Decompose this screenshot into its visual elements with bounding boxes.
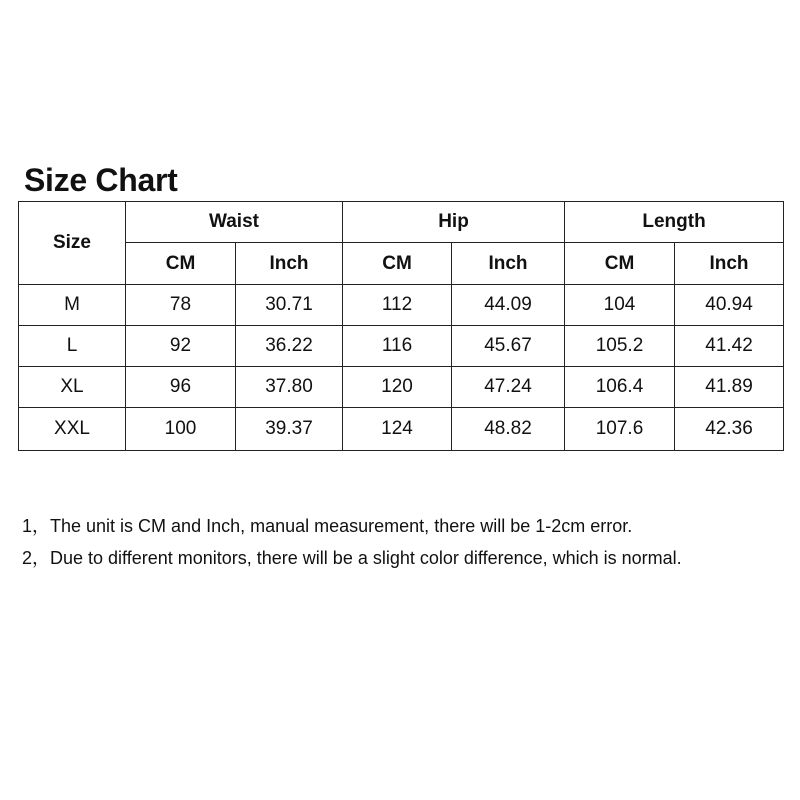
hip-cm-header: CM	[343, 243, 452, 285]
hip-cm-cell: 112	[343, 285, 452, 326]
hip-cm-cell: 116	[343, 326, 452, 367]
waist-inch-header: Inch	[236, 243, 343, 285]
length-group-header: Length	[565, 202, 784, 243]
size-cell: M	[19, 285, 126, 326]
length-cm-cell: 105.2	[565, 326, 675, 367]
waist-inch-cell: 30.71	[236, 285, 343, 326]
length-inch-cell: 42.36	[675, 408, 784, 451]
notes	[22, 510, 682, 574]
hip-inch-cell: 44.09	[452, 285, 565, 326]
length-inch-header: Inch	[675, 243, 784, 285]
size-cell: XXL	[19, 408, 126, 451]
length-inch-cell: 40.94	[675, 285, 784, 326]
hip-group-header: Hip	[343, 202, 565, 243]
note-item: 2，Due to different monitors, there will be a slight color difference, which is normal.	[22, 548, 682, 568]
size-cell: XL	[19, 367, 126, 408]
length-cm-cell: 106.4	[565, 367, 675, 408]
hip-inch-cell: 45.67	[452, 326, 565, 367]
table-row	[19, 408, 784, 451]
length-inch-cell: 41.42	[675, 326, 784, 367]
hip-cm-cell: 124	[343, 408, 452, 451]
table-unit-row	[19, 243, 784, 285]
table-row	[19, 285, 784, 326]
hip-cm-cell: 120	[343, 367, 452, 408]
waist-inch-cell: 37.80	[236, 367, 343, 408]
length-cm-cell: 107.6	[565, 408, 675, 451]
waist-inch-cell: 36.22	[236, 326, 343, 367]
page-title: Size Chart	[24, 162, 178, 198]
waist-cm-header: CM	[126, 243, 236, 285]
hip-inch-cell: 47.24	[452, 367, 565, 408]
table-row	[19, 367, 784, 408]
length-cm-cell: 104	[565, 285, 675, 326]
hip-inch-header: Inch	[452, 243, 565, 285]
waist-cm-cell: 78	[126, 285, 236, 326]
size-chart-table	[18, 201, 784, 451]
table-row	[19, 326, 784, 367]
waist-group-header: Waist	[126, 202, 343, 243]
hip-inch-cell: 48.82	[452, 408, 565, 451]
waist-cm-cell: 96	[126, 367, 236, 408]
size-column-header: Size	[19, 202, 126, 285]
size-cell: L	[19, 326, 126, 367]
table-header-row	[19, 202, 784, 243]
length-inch-cell: 41.89	[675, 367, 784, 408]
waist-cm-cell: 100	[126, 408, 236, 451]
note-item: 1，The unit is CM and Inch, manual measurement, there will be 1-2cm error.	[22, 516, 633, 536]
waist-inch-cell: 39.37	[236, 408, 343, 451]
waist-cm-cell: 92	[126, 326, 236, 367]
length-cm-header: CM	[565, 243, 675, 285]
